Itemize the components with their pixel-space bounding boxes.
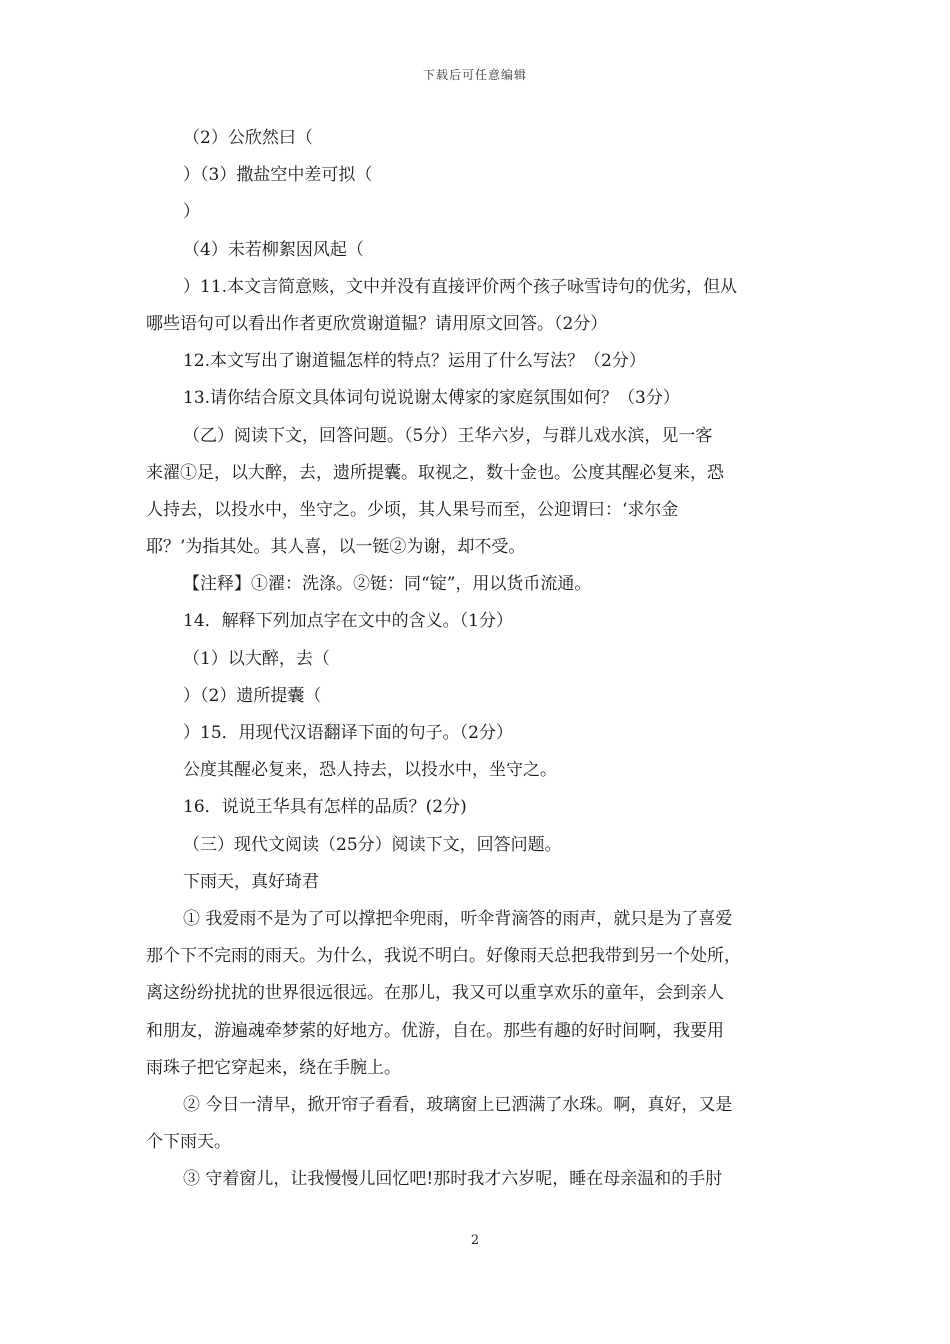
text-line: 下雨天，真好琦君 [183,871,319,892]
text-line: （乙）阅读下文，回答问题。（5分）王华六岁，与群儿戏水滨，见一客 [183,425,713,446]
text-line: ③ 守着窗儿，让我慢慢儿回忆吧!那时我才六岁呢，睡在母亲温和的手肘 [183,1169,723,1190]
text-line: 14．解释下列加点字在文中的含义。（1分） [183,611,513,632]
text-line: ）15．用现代汉语翻译下面的句子。（2分） [183,723,513,743]
text-line: ① 我爱雨不是为了可以撑把伞兜雨，听伞背滴答的雨声，就只是为了喜爱 [183,908,733,929]
text-line: 哪些语句可以看出作者更欣赏谢道韫？请用原文回答。（2分） [146,313,608,334]
page-header: 下载后可任意编辑 [422,68,527,82]
text-line: 离这纷纷扰扰的世界很远很远。在那儿，我又可以重享欢乐的童年，会到亲人 [146,983,724,1004]
text-line: 【注释】①濯：洗涤。②铤：同“锭”，用以货币流通。 [183,574,592,595]
text-line: （2）公欣然曰（ [183,128,313,148]
text-line: 来濯①足，以大醉，去，遗所提囊。取视之，数十金也。公度其醒必复来，恐 [146,462,724,483]
text-line: ）11.本文言简意赅，文中并没有直接评价两个孩子咏雪诗句的优劣，但从 [183,276,738,297]
page-number: 2 [470,1233,480,1248]
text-line: ）（2）遗所提囊（ [183,685,322,706]
text-line: （三）现代文阅读（25分）阅读下文，回答问题。 [183,834,562,855]
text-line: 个下雨天。 [146,1132,231,1153]
text-line: 耶？’为指其处。其人喜，以一铤②为谢，却不受。 [146,537,526,558]
text-line: ）（3）撒盐空中差可拟（ [183,165,373,186]
text-line: 16．说说王华具有怎样的品质？(2分) [183,797,467,818]
text-line: 公度其醒必复来，恐人持去，以投水中，坐守之。 [183,760,557,781]
text-line: ② 今日一清早，掀开帘子看看，玻璃窗上已洒满了水珠。啊，真好，又是 [183,1094,733,1115]
text-line: 人持去，以投水中，坐守之。少顷，其人果号而至，公迎谓曰：‘求尔金 [146,499,679,520]
text-line: 12.本文写出了谢道韫怎样的特点？运用了什么写法？（2分） [183,351,646,372]
text-line: 和朋友，游遍魂牵梦萦的好地方。优游，自在。那些有趣的好时间啊，我要用 [146,1020,724,1041]
text-line: （4）未若柳絮因风起（ [183,239,364,260]
text-line: ） [183,202,200,223]
text-line: （1）以大醉，去（ [183,648,330,669]
text-line: 雨珠子把它穿起来，绕在手腕上。 [146,1057,401,1078]
document-body [146,120,816,1198]
text-line: 那个下不完雨的雨天。为什么，我说不明白。好像雨天总把我带到另一个处所， [146,946,741,967]
text-line: 13.请你结合原文具体词句说说谢太傅家的家庭氛围如何？（3分） [183,388,680,409]
